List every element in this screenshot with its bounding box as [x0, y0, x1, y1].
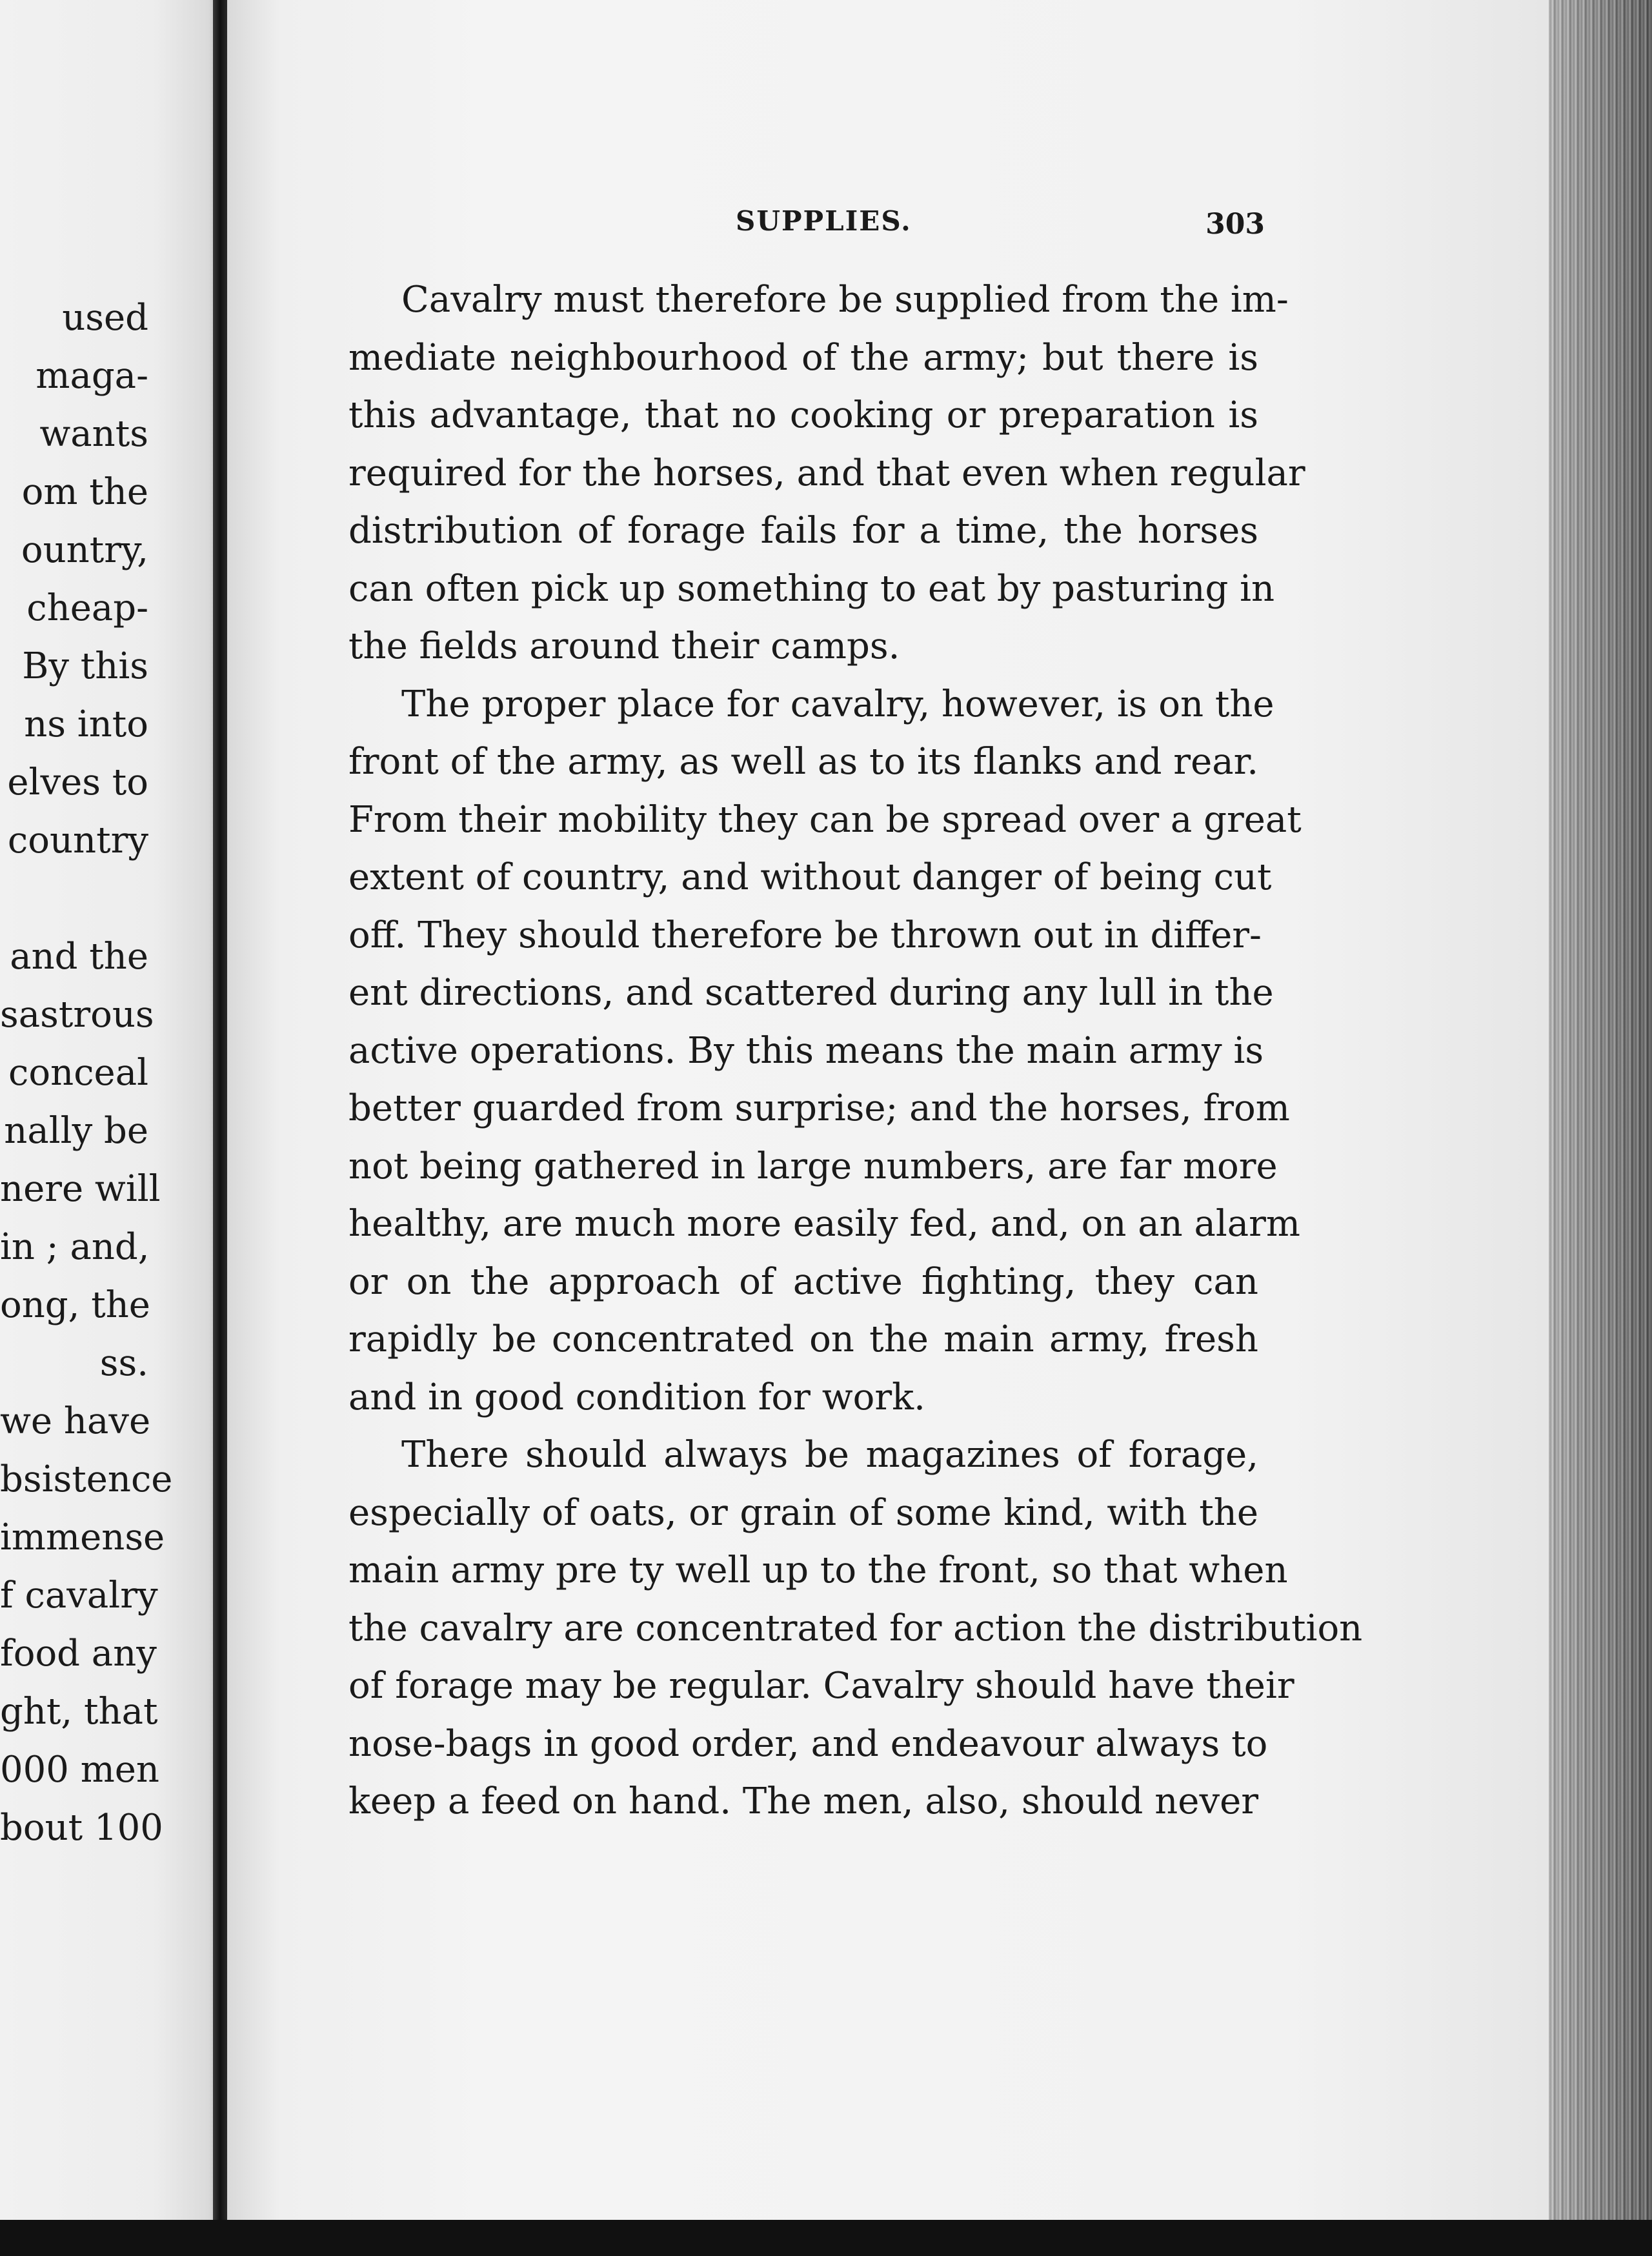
- text-line: extent of country, and without danger of being cut: [348, 856, 1272, 898]
- left-page-line: ong, the: [0, 1284, 150, 1326]
- text-line: required for the horses, and that even when regular: [348, 452, 1305, 494]
- left-page: [0, 0, 219, 2256]
- text-line: of forage may be regular. Cavalry should have their: [348, 1665, 1294, 1707]
- text-line: main army pre ty well up to the front, so that when: [348, 1549, 1288, 1591]
- text-line: this advantage, that no cooking or preparation is: [348, 394, 1258, 436]
- scan-border: [0, 2220, 1652, 2256]
- text-line: front of the army, as well as to its flanks and rear.: [348, 741, 1259, 783]
- left-page-line: ght, that: [0, 1691, 158, 1733]
- text-line: The proper place for cavalry, however, is on the: [401, 683, 1274, 725]
- left-page-line: [0, 870, 213, 928]
- text-line: ent directions, and scattered during any lull in the: [348, 972, 1274, 1014]
- left-page-line: f cavalry: [0, 1575, 158, 1616]
- left-page-line: in ; and,: [0, 1226, 150, 1268]
- text-line: From their mobility they can be spread over a great: [348, 798, 1302, 841]
- left-page-line: used: [62, 297, 148, 339]
- text-line: the fields around their camps.: [348, 625, 900, 667]
- book-gutter: [213, 0, 227, 2256]
- running-title: SUPPLIES.: [736, 205, 912, 237]
- left-page-line: By this: [22, 645, 148, 687]
- text-line: active operations. By this means the main army is: [348, 1029, 1264, 1072]
- left-page-line: conceal: [8, 1052, 148, 1094]
- text-line: mediate neighbourhood of the army; but there is: [348, 336, 1258, 379]
- running-header: [736, 205, 1271, 244]
- left-page-line: and the: [10, 936, 148, 978]
- left-page-line: we have: [0, 1400, 151, 1442]
- text-line: especially of oats, or grain of some kind, with the: [348, 1491, 1258, 1534]
- text-line: keep a feed on hand. The men, also, should never: [348, 1780, 1258, 1822]
- left-page-line: bout 100: [0, 1807, 163, 1849]
- text-line: or on the approach of active fighting, they can: [348, 1260, 1258, 1303]
- text-line: can often pick up something to eat by pasturing in: [348, 567, 1275, 610]
- left-page-line: nere will: [0, 1168, 161, 1210]
- left-page-line: maga-: [35, 355, 148, 397]
- left-page-line: wants: [39, 413, 148, 455]
- text-line: rapidly be concentrated on the main army, fresh: [348, 1318, 1258, 1360]
- text-line: off. They should therefore be thrown out in differ-: [348, 914, 1262, 956]
- text-line: better guarded from surprise; and the horses, from: [348, 1087, 1290, 1129]
- text-line: not being gathered in large numbers, are far more: [348, 1145, 1278, 1187]
- page-body: [348, 271, 1363, 1831]
- text-line: Cavalry must therefore be supplied from the im-: [401, 279, 1289, 321]
- left-page-text: [0, 289, 213, 1857]
- text-line: the cavalry are concentrated for action the distribution: [348, 1607, 1363, 1649]
- left-page-line: om the: [21, 471, 148, 513]
- text-line: nose-bags in good order, and endeavour always to: [348, 1722, 1268, 1765]
- left-page-line: elves to: [7, 761, 148, 803]
- left-page-line: ns into: [24, 703, 148, 745]
- left-page-line: 000 men: [0, 1749, 159, 1791]
- left-page-line: cheap-: [26, 587, 148, 629]
- left-page-line: country: [7, 820, 148, 861]
- left-page-line: sastrous: [0, 994, 154, 1036]
- left-page-line: immense: [0, 1516, 165, 1558]
- left-page-line: bsistence: [0, 1458, 173, 1500]
- text-line: and in good condition for work.: [348, 1376, 925, 1418]
- left-page-line: food any: [0, 1633, 157, 1675]
- text-line: healthy, are much more easily fed, and, on an alarm: [348, 1203, 1301, 1245]
- page-number: 303: [1205, 208, 1265, 241]
- left-page-line: nally be: [4, 1110, 148, 1152]
- text-line: There should always be magazines of forage,: [401, 1434, 1258, 1476]
- left-page-line: ountry,: [21, 529, 148, 571]
- text-line: distribution of forage fails for a time, the horses: [348, 510, 1258, 552]
- left-page-line: ss.: [99, 1342, 148, 1384]
